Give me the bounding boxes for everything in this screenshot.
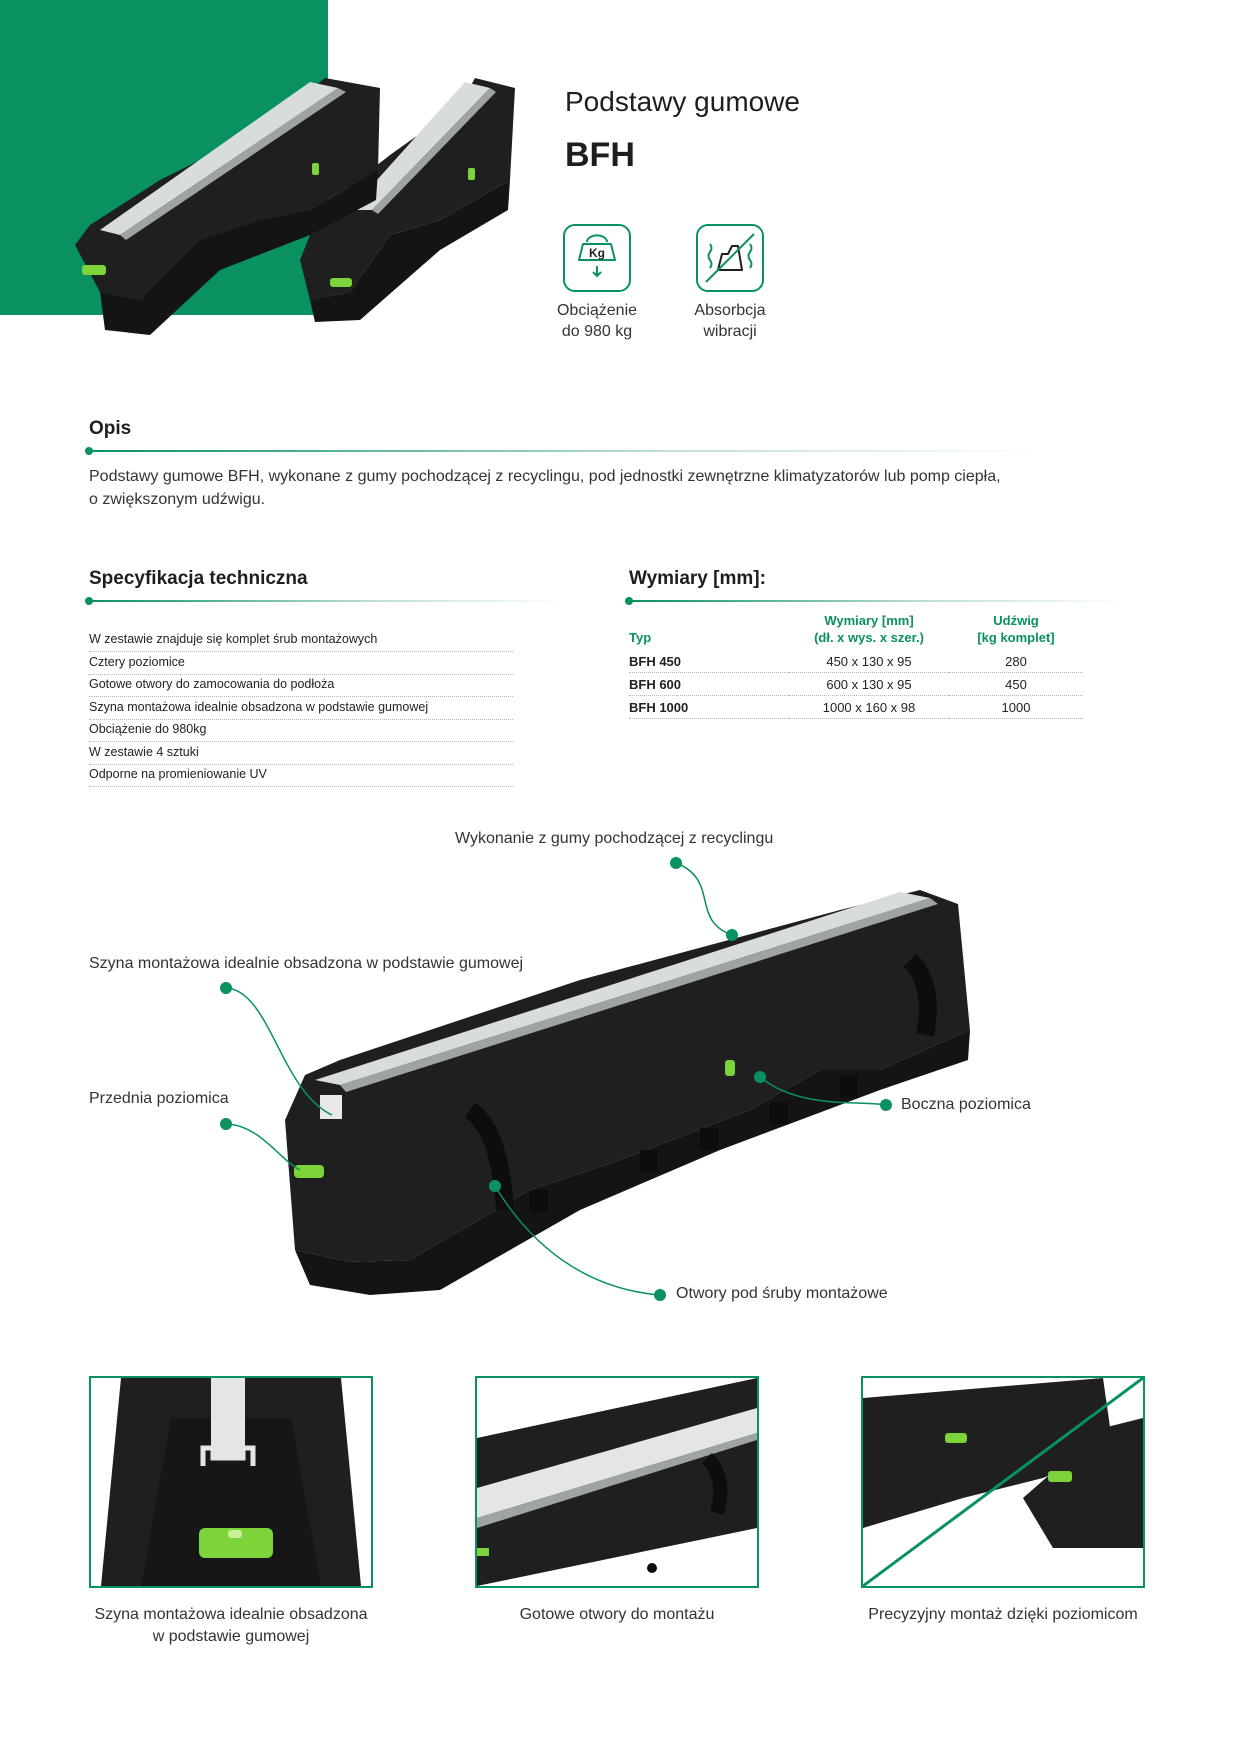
callout-holes: Otwory pod śruby montażowe [676,1285,888,1302]
thumbnail-caption-rail-line2: w podstawie gumowej [152,1628,310,1645]
thumbnail-caption-holes: Gotowe otwory do montażu [519,1606,715,1623]
callout-recycled-anchor [726,929,738,941]
spec-item: Odporne na promieniowanie UV [89,765,513,787]
cell-type: BFH 450 [629,650,789,673]
feature-vibration-line2: wibracji [703,323,757,340]
col-load-header-line2: [kg komplet] [977,630,1055,645]
callout-holes-anchor [489,1180,501,1192]
cell-load: 1000 [949,696,1083,719]
callout-side-level: Boczna poziomica [901,1096,1031,1113]
callout-front-level-dot [220,1118,232,1130]
thumbnail-caption-rail [65,1604,397,1648]
thumbnail-mounting-holes [475,1376,759,1588]
feature-load-line1: Obciążenie [556,302,638,319]
product-subtitle: Podstawy gumowe [565,86,801,117]
spec-item: W zestawie 4 sztuki [89,743,513,765]
cell-dims: 600 x 130 x 95 [789,673,949,696]
feature-load-line2: do 980 kg [561,323,633,340]
cell-type: BFH 1000 [629,696,789,719]
cell-dims: 450 x 130 x 95 [789,650,949,673]
callout-front-level: Przednia poziomica [89,1090,229,1107]
spec-item: Cztery poziomice [89,653,513,675]
cell-dims: 1000 x 160 x 98 [789,696,949,719]
kg-icon-text: Kg [589,246,605,260]
callout-holes-dot [654,1289,666,1301]
callout-side-level-anchor [754,1071,766,1083]
cell-type: BFH 600 [629,673,789,696]
cell-load: 450 [949,673,1083,696]
spec-title: Specyfikacja techniczna [89,568,308,589]
thumbnail-levels [861,1376,1145,1588]
feature-vibration-line1: Absorbcja [694,302,766,319]
col-dims-header-line1: Wymiary [mm] [824,613,914,628]
col-type-header: Typ [629,630,652,645]
cell-load: 280 [949,650,1083,673]
thumbnail-caption-rail-line1: Szyna montażowa idealnie obsadzona [94,1606,368,1623]
callout-side-level-dot [880,1099,892,1111]
thumbnail-rail-detail [89,1376,373,1588]
description-line1: Podstawy gumowe BFH, wykonane z gumy pochodzącej z recyclingu, pod jednostki zewnętrzne klimatyzatorów lub pomp ciepła, [89,468,1001,485]
product-title: BFH [565,136,635,174]
spec-item: Szyna montażowa idealnie obsadzona w podstawie gumowej [89,698,513,720]
spec-item: Gotowe otwory do zamocowania do podłoża [89,675,513,697]
col-dims-header-line2: (dł. x wys. x szer.) [814,630,924,645]
description-title: Opis [89,418,132,439]
spec-item: Obciążenie do 980kg [89,720,513,742]
callout-rail: Szyna montażowa idealnie obsadzona w podstawie gumowej [89,955,524,972]
callout-rail-dot [220,982,232,994]
col-load-header-line1: Udźwig [993,613,1039,628]
spec-item: W zestawie znajduje się komplet śrub montażowych [89,630,513,652]
thumbnail-caption-levels: Precyzyjny montaż dzięki poziomicom [868,1606,1138,1623]
dimensions-title: Wymiary [mm]: [629,568,766,589]
description-line2: o zwiększonym udźwigu. [89,491,266,508]
callout-recycled: Wykonanie z gumy pochodzącej z recyclingu [455,830,774,847]
callout-recycled-dot [670,857,682,869]
